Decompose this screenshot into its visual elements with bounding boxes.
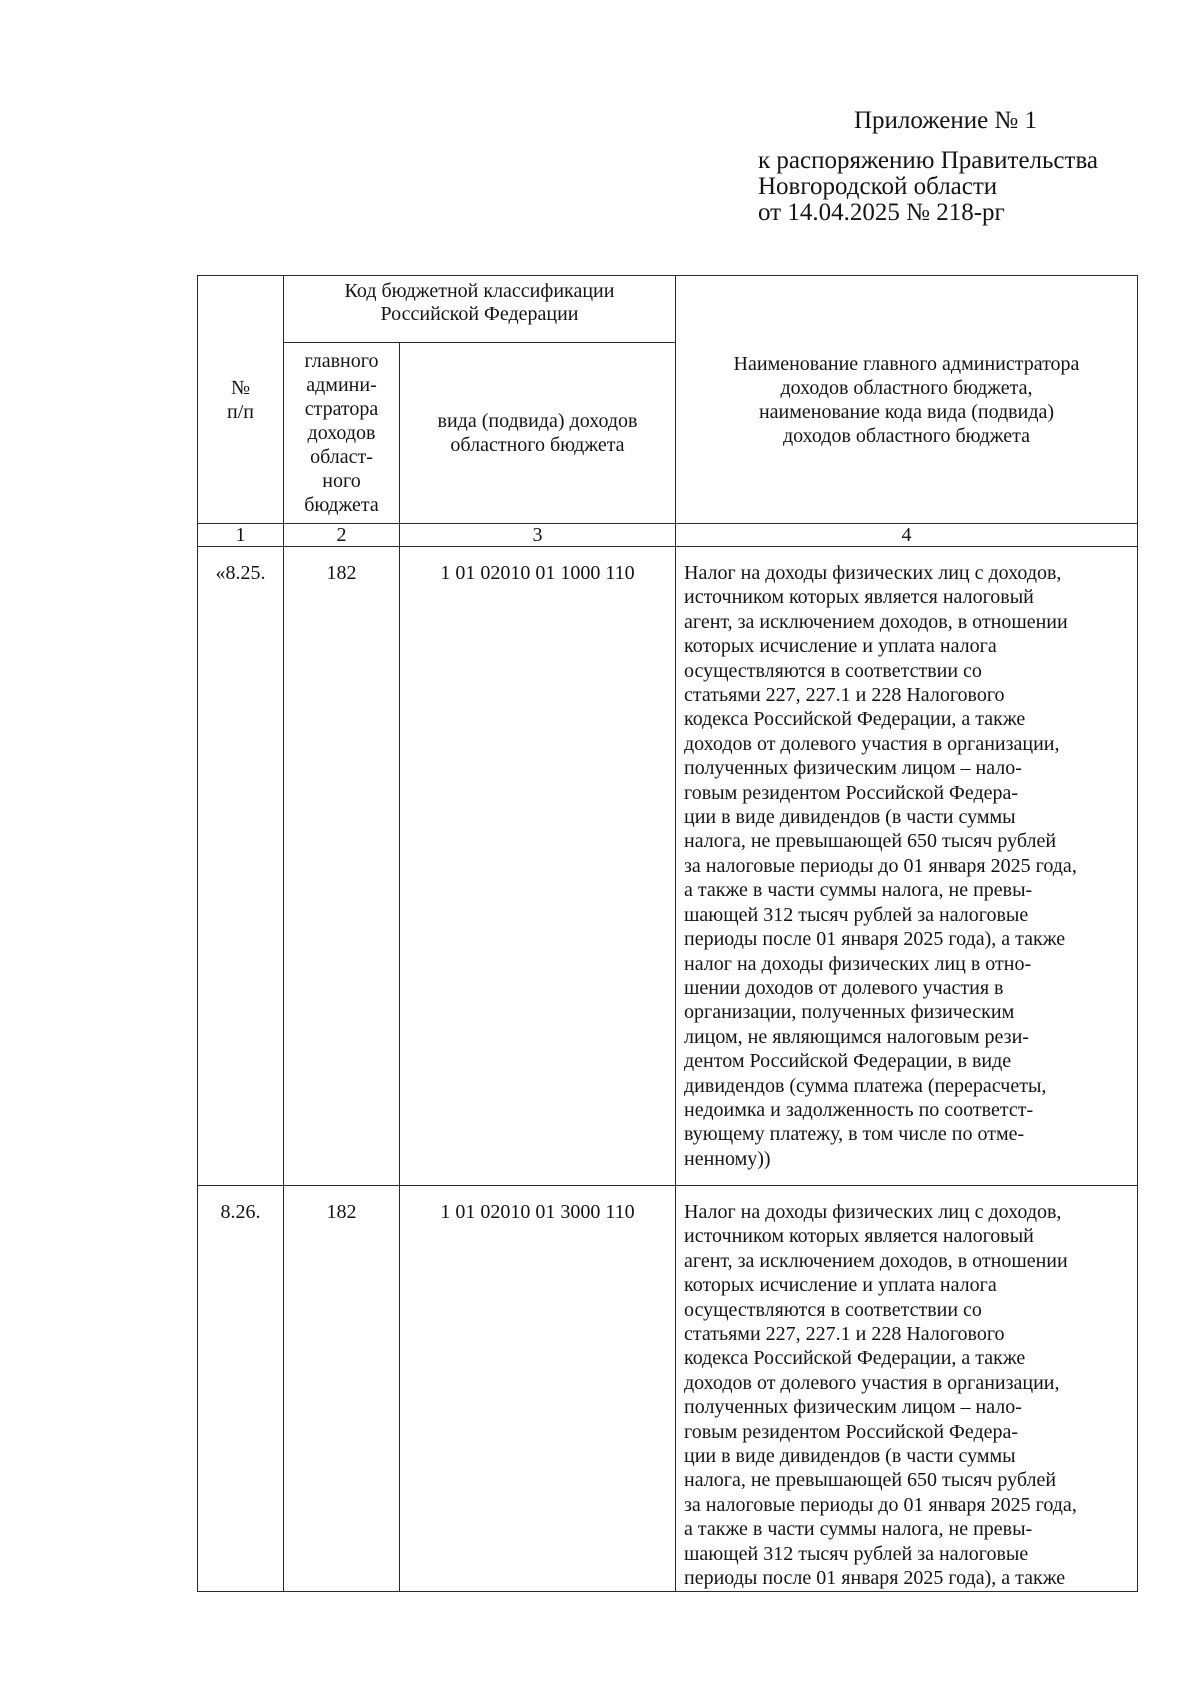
header-name: Наименование главного администратора доходов областного бюджета, наименование кода вида (подвида) доходов областного бюджета: [676, 276, 1138, 524]
appendix-header: [758, 108, 1178, 226]
header-num: № п/п: [198, 276, 284, 524]
appendix-title: Приложение № 1: [854, 107, 1038, 134]
column-number: 1: [198, 524, 284, 547]
appendix-line: Новгородской области: [758, 173, 998, 200]
kbk-code: 1 01 02010 01 1000 110: [400, 547, 676, 1186]
header-kind: вида (подвида) доходов областного бюджета: [400, 343, 676, 524]
column-number: 3: [400, 524, 676, 547]
table-row: [198, 547, 1138, 1186]
appendix-line: к распоряжению Правительства: [758, 147, 1099, 174]
income-description: Налог на доходы физических лиц с доходов, источником которых является налоговый агент, за исключением доходов, в отношении которых исчисление и уплата налога осуществляются в соответствии со статьями 227, 227.1 и 228 Налогового кодекса Российской Федерации, а также доходов от долевого участия в организации, полученных физическим лицом – нало- говым резидентом Российской Федера- ции в виде дивидендов (в части суммы налога, не превышающей 650 тысяч рублей за налоговые периоды до 01 января 2025 года, а также в части суммы налога, не превы- шающей 312 тысяч рублей за налоговые периоды после 01 января 2025 года), а также налог на доходы физических лиц в отно- шении доходов от долевого участия в организации, полученных физическим лицом, не являющимся налоговым рези- дентом Российской Федерации, в виде дивидендов (сумма платежа (перерасчеты, недоимка и задолженность по соответст- вующему платежу, в том числе по отме- ненному)): [676, 547, 1138, 1186]
income-table: [197, 275, 1138, 1592]
table-row: [198, 1186, 1138, 1592]
income-description: Налог на доходы физических лиц с доходов, источником которых является налоговый агент, за исключением доходов, в отношении которых исчисление и уплата налога осуществляются в соответствии со статьями 227, 227.1 и 228 Налогового кодекса Российской Федерации, а также доходов от долевого участия в организации, полученных физическим лицом – нало- говым резидентом Российской Федера- ции в виде дивидендов (в части суммы налога, не превышающей 650 тысяч рублей за налоговые периоды до 01 января 2025 года, а также в части суммы налога, не превы- шающей 312 тысяч рублей за налоговые периоды после 01 января 2025 года), а также: [676, 1186, 1138, 1592]
appendix-line: от 14.04.2025 № 218-рг: [758, 199, 1005, 226]
header-kbk-group: Код бюджетной классификации Российской Федерации: [284, 276, 676, 343]
kbk-code: 1 01 02010 01 3000 110: [400, 1186, 676, 1592]
admin-code: 182: [284, 547, 400, 1186]
row-number: «8.25.: [198, 547, 284, 1186]
admin-code: 182: [284, 1186, 400, 1592]
column-number: 4: [676, 524, 1138, 547]
row-number: 8.26.: [198, 1186, 284, 1592]
column-number: 2: [284, 524, 400, 547]
header-admin: главного админи- стратора доходов област- ного бюджета: [284, 343, 400, 524]
